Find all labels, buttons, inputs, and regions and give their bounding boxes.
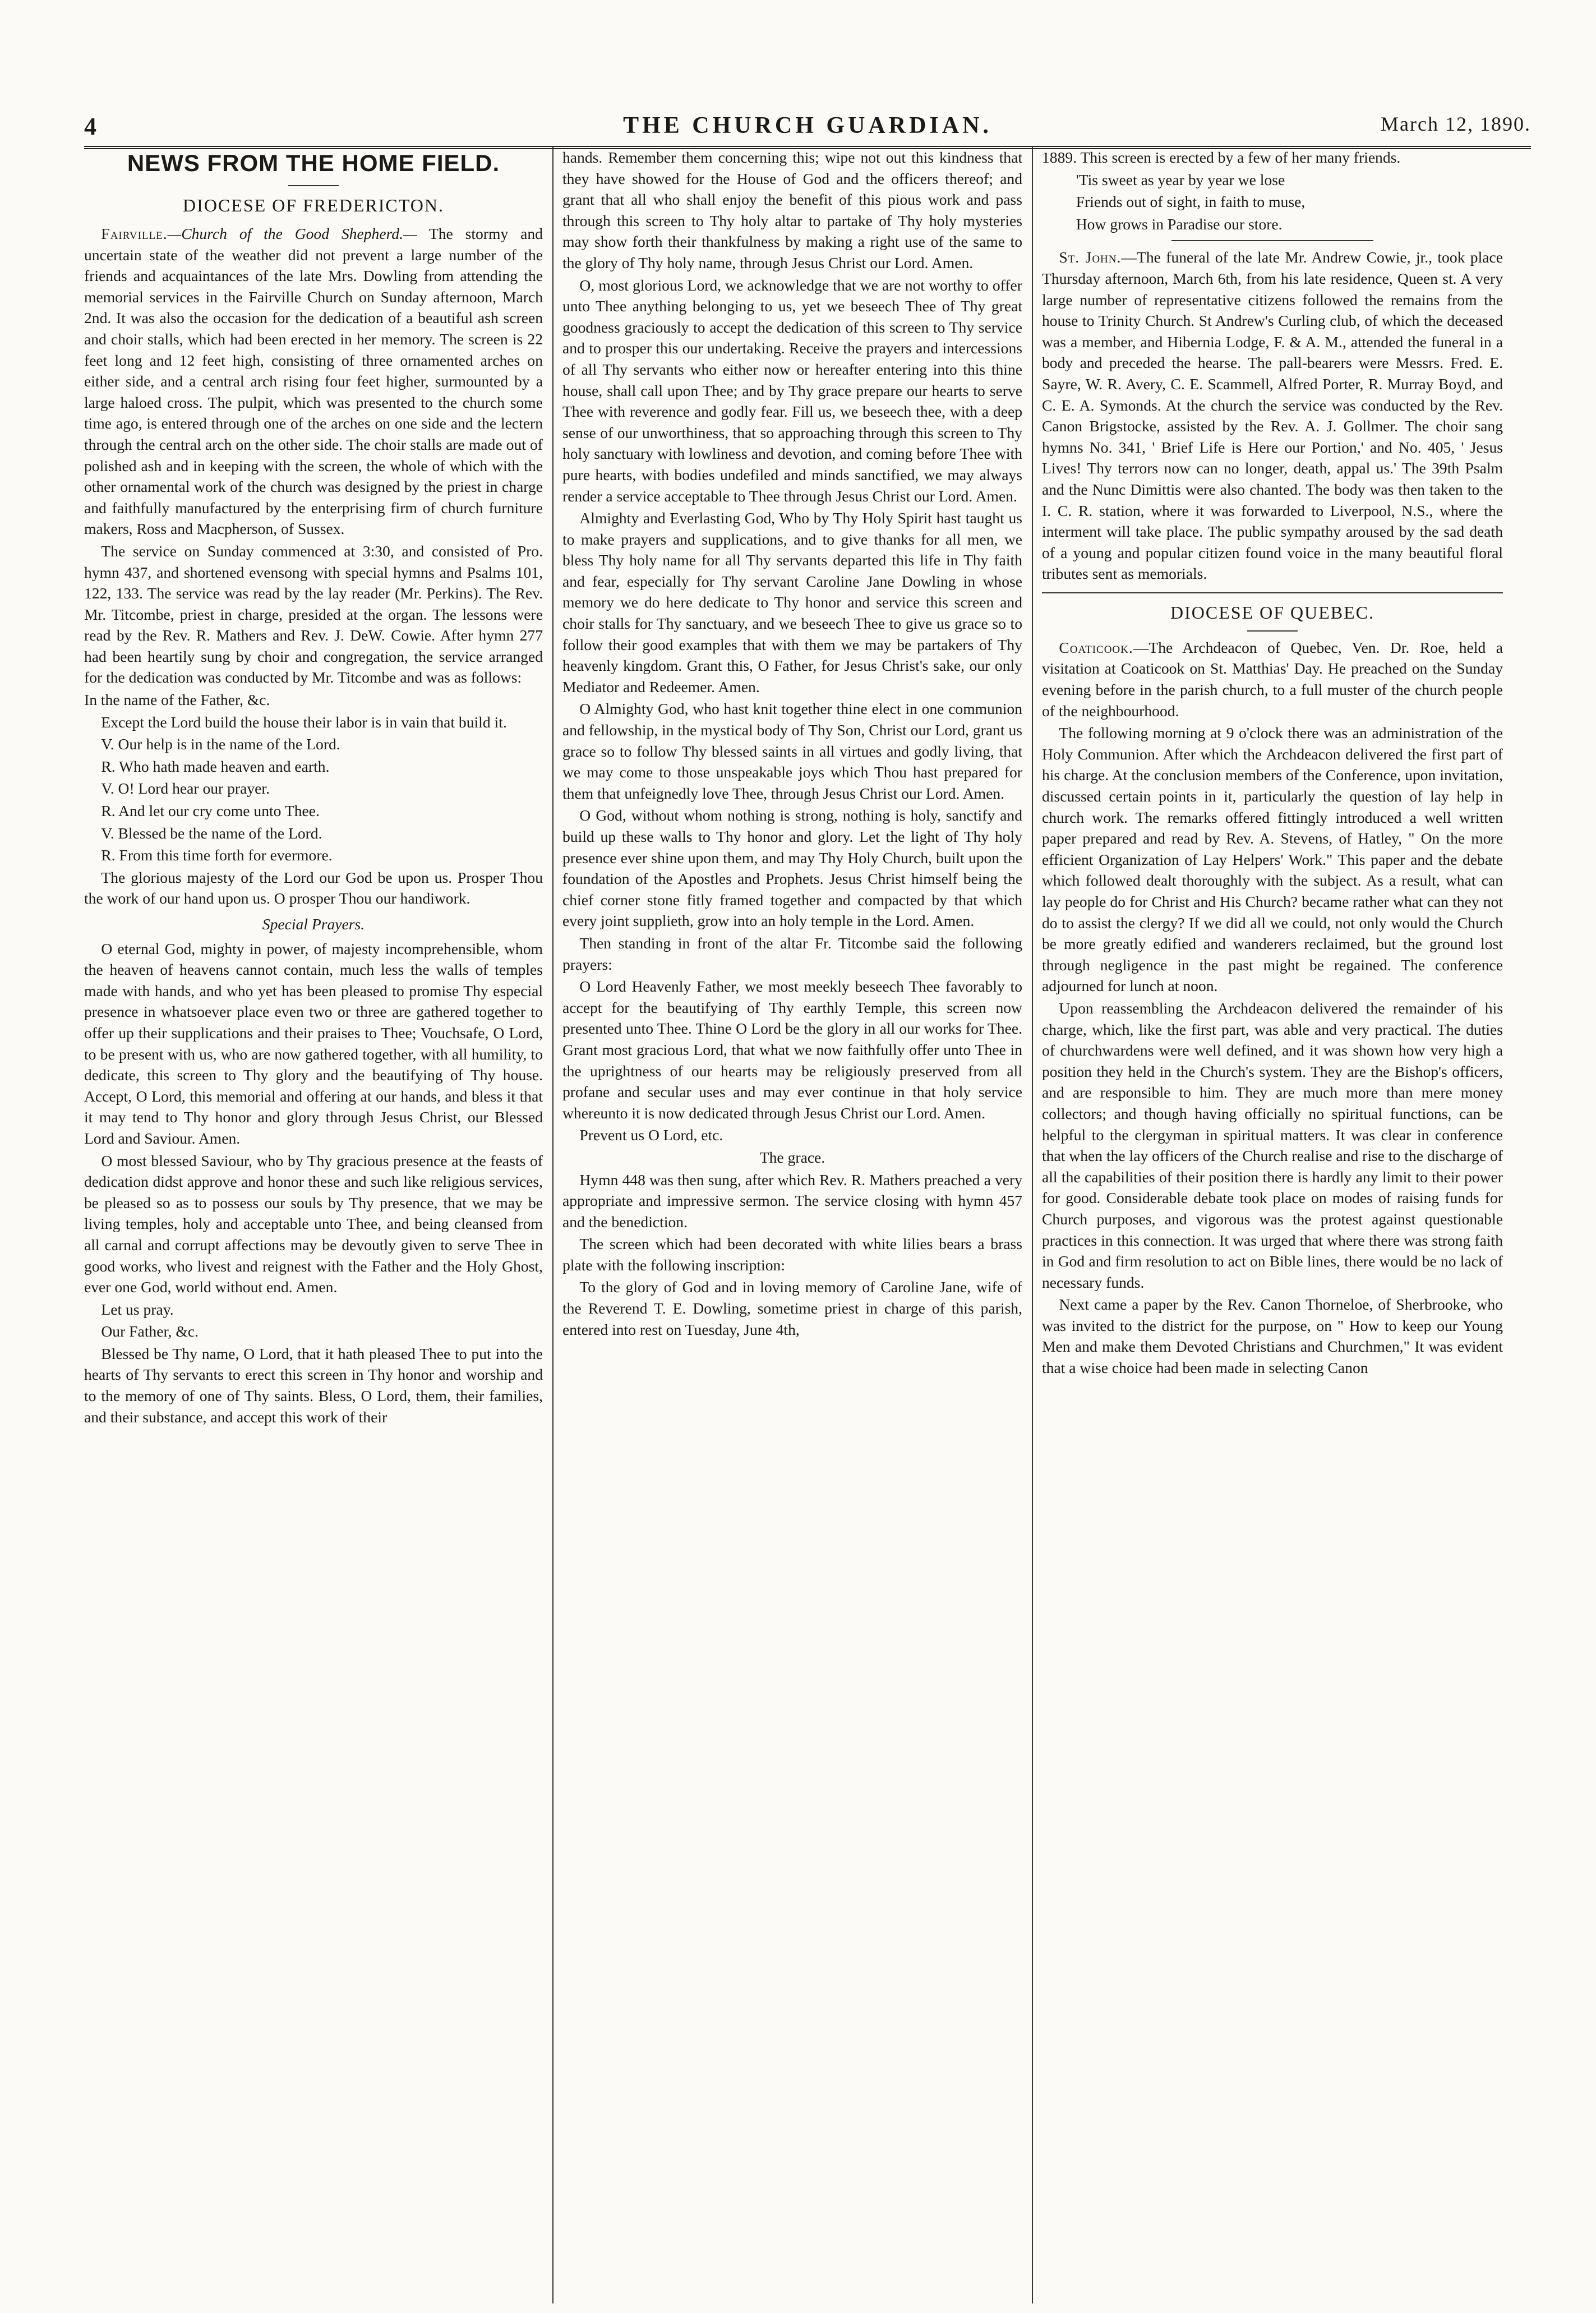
article-paragraph: Fairville.—Church of the Good Shepherd.— The stormy and uncertain state of the weather did not prevent a large number of the friends and acquaintances of the late Mrs. Dowling from attending the memorial services in the Fairville Church on Sunday afternoon, March 2nd. It was also the occasion for the dedication of a beautiful ash screen and choir stalls, which had been erected in her memory. The screen is 22 feet long and 12 feet high, consisting of three ornamented arches on either side, and a central arch rising four feet higher, surmounted by a large haloed cross. The pulpit, which was presented to the church some time ago, is entered through one of the arches on one side and the lectern through the central arch on the other side. The choir stalls are made out of polished ash and in keeping with the screen, the whole of which with the other ornamental work of the church was designed by the priest in charge and faithfully manufactured by the enterprising firm of church furniture makers, Ross and Macpherson, of Sussex.: [84, 225, 543, 538]
page-number: 4: [84, 113, 96, 140]
poem-line: Friends out of sight, in faith to muse,: [1076, 193, 1306, 211]
divider: [1042, 592, 1503, 593]
column-rule-1: [552, 147, 553, 2303]
versicle: V. O! Lord hear our prayer.: [101, 780, 270, 798]
masthead-title: THE CHURCH GUARDIAN.: [623, 113, 992, 139]
prayer-paragraph: O Almighty God, who hast knit together thine elect in one communion and fellowship, in the mystical body of Thy Son, Christ our Lord, grant us grace so to follow Thy blessed saints in all virtues and godly living, that we may come to those unspeakable joys which Thou hast prepared for them that unfeignedly love Thee, through Jesus Christ our Lord. Amen.: [562, 700, 1022, 802]
prayer-paragraph: O eternal God, mighty in power, of majesty incomprehensible, whom the heaven of heavens cannot contain, much less the walls of temples made with hands, and who yet has been pleased to promise Thy especial presence in whatsoever place even two or three are gathered together to offer up their supplications and their praises to Thee; Vouchsafe, O Lord, to be present with us, who are now gathered together, with all humility, to dedicate, this screen to Thy glory and the beautifying of Thy house. Accept, O Lord, this memorial and offering at our hands, and bless it that it may tend to Thy honor and glory through Jesus Christ, our Blessed Lord and Saviour. Amen.: [84, 939, 543, 1147]
versicle: V. Our help is in the name of the Lord.: [101, 735, 340, 753]
response: R. And let our cry come unto Thee.: [101, 802, 320, 820]
issue-date: March 12, 1890.: [1381, 113, 1531, 135]
liturgy-line: In the name of the Father, &c.: [84, 691, 270, 709]
article-paragraph: The service on Sunday commenced at 3:30, and consisted of Pro. hymn 437, and shortened evensong with special hymns and Psalms 101, 122, 133. The service was read by the lay reader (Mr. Perkins). The Rev. Mr. Titcombe, priest in charge, presided at the organ. The lessons were read by the Rev. R. Mathers and Rev. J. DeW. Cowie. After hymn 277 had been heartily sung by choir and congregation, the service arranged for the dedication was conducted by Mr. Titcombe and was as follows:: [84, 542, 543, 686]
article-paragraph: The following morning at 9 o'clock there was an administration of the Holy Communion. After which the Archdeacon delivered the first part of his charge. At the conclusion members of the Conference, upon invitation, discussed certain points in it, particularly the question of lay help in church work. The remarks offered fittingly introduced a well written paper prepared and read by Rev. A. Stevens, of Hatley, " On the more efficient Organization of Lay Helpers' Work." This paper and the debate which followed dealt thoroughly with the subject. As a result, what can lay people do for Christ and His Church? became rather what can they not do to assist the clergy? If we did all we could, not only would the Church be more greatly edified and wanderers reclaimed, but the ground lost through negligence in the past might be regained. The conference adjourned for lunch at noon.: [1042, 724, 1503, 995]
inscription-text: To the glory of God and in loving memory of Caroline Jane, wife of the Reverend T. E. Dowling, sometime priest in charge of this parish, entered into rest on Tuesday, June 4th,: [562, 1278, 1022, 1338]
column-2: [562, 147, 1022, 2303]
article-paragraph: The glorious majesty of the Lord our God be upon us. Prosper Thou the work of our hand upon us. O prosper Thou our handiwork.: [84, 868, 543, 907]
liturgy-line: Prevent us O Lord, etc.: [579, 1126, 723, 1144]
prayer-paragraph: Blessed be Thy name, O Lord, that it hath pleased Thee to put into the hearts of Thy servants to erect this screen in Thy honor and worship and to the memory of one of Thy saints. Bless, O Lord, them, their families, and their substance, and accept this work of their: [84, 1344, 543, 1426]
divider: [1171, 240, 1373, 241]
page-header: [84, 112, 1531, 149]
divider: [288, 185, 339, 186]
response: R. Who hath made heaven and earth.: [101, 757, 330, 775]
prayer-paragraph: O Lord Heavenly Father, we most meekly beseech Thee favorably to accept for the beautifying of Thy earthly Temple, this screen now presented unto Thee. Thine O Lord be the glory in all our works for Thee. Grant most gracious Lord, that what we now faithfully offer unto Thee in the uprightness of our hearts may be religiously preserved from all profane and secular uses and may ever continue in that holy service whereunto it is now dedicated through Jesus Christ our Lord. Amen.: [562, 978, 1022, 1122]
article-paragraph: Hymn 448 was then sung, after which Rev. R. Mathers preached a very appropriate and impressive sermon. The service closing with hymn 457 and the benediction.: [562, 1171, 1022, 1231]
column-3: [1042, 147, 1503, 2303]
article-paragraph: Coaticook.—The Archdeacon of Quebec, Ven. Dr. Roe, held a visitation at Coaticook on St. Matthias' Day. He preached on the Sunday evening before in the parish church, to a full muster of the church people of the neighbourhood.: [1042, 638, 1503, 720]
prayer-paragraph: O most blessed Saviour, who by Thy gracious presence at the feasts of dedication didst approve and honor these and such like religious services, be pleased so as to possess our souls by Thy presence, that we may be living temples, holy and acceptable unto Thee, and being cleansed from all carnal and corrupt affections may be devoutly given to serve Thee in good works, who livest and reignest with the Father and the Holy Ghost, ever one God, world without end. Amen.: [84, 1151, 543, 1296]
prayer-paragraph: Almighty and Everlasting God, Who by Thy Holy Spirit hast taught us to make prayers and supplications, and to give thanks for all men, we bless Thy holy name for all Thy servants departed this life in Thy faith and fear, especially for Thy servant Caroline Jane Dowling in whose memory we do here dedicate to Thy honor and service this screen and choir stalls for Thy sanctuary, and we beseech Thee to give us grace so to follow their good examples that with them we may be partakers of Thy heavenly kingdom. Grant this, O Father, for Jesus Christ's sake, our only Mediator and Redeemer. Amen.: [562, 509, 1022, 695]
column-1: [84, 147, 543, 2303]
prayer-paragraph: O, most glorious Lord, we acknowledge that we are not worthy to offer unto Thee anything belonging to us, yet we beseech Thee of Thy great goodness graciously to accept the dedication of this screen to Thy service and to prosper this our undertaking. Receive the prayers and intercessions of all Thy servants who either now or hereafter entering into this thine house, shall call upon Thee; and by Thy grace prepare our hearts to serve Thee with reverence and godly fear. Fill us, we beseech thee, with a deep sense of our unworthiness, that so approaching through this screen to Thy holy sanctuary with lowliness and devotion, and coming before Thee with pure hearts, with bodies undefiled and minds sanctified, we may always render a service acceptable to Thee through Jesus Christ our Lord. Amen.: [562, 276, 1022, 505]
liturgy-line: Let us pray.: [101, 1300, 174, 1318]
article-paragraph: Next came a paper by the Rev. Canon Thorneloe, of Sherbrooke, who was invited to the district for the purpose, on " How to keep our Young Men and make them Devoted Christians and Churchmen," It was evident that a wise choice had been made in selecting Canon: [1042, 1296, 1503, 1377]
diocese-heading-quebec: DIOCESE OF QUEBEC.: [1170, 602, 1374, 623]
inscription-text: 1889. This screen is erected by a few of her many friends.: [1042, 149, 1401, 166]
place-runin: St. John.: [1059, 248, 1122, 266]
article-paragraph: Upon reassembling the Archdeacon delivered the remainder of his charge, which, like the first part, was able and very practical. The duties of churchwardens were well defined, and it was shown how very high a position they held in the Church's system. They are the Bishop's officers, and are responsible to him. They are much more than mere money collectors; and though having officially no spiritual functions, can be helpful to the clergyman in spiritual matters. It was clear in conference that when the lay officers of the Church realise and rise to the discharge of all the capabilities of their position there is hardly any limit to their power for good. Considerable debate took place on modes of raising funds for Church purposes, and vigorous was the protest against questionable practices in this connection. It was urged that where there was strong faith in God and firm resolution to act on Bible lines, there would be no lack of necessary funds.: [1042, 999, 1503, 1291]
place-runin: Fairville.: [101, 225, 168, 242]
poem-line: How grows in Paradise our store.: [1076, 215, 1283, 233]
article-paragraph: Then standing in front of the altar Fr. Titcombe said the following prayers:: [562, 934, 1022, 973]
article-paragraph: St. John.—The funeral of the late Mr. Andrew Cowie, jr., took place Thursday afternoon, March 6th, from his late residence, Queen st. A very large number of representative citizens followed the remains from the house to Trinity Church. St Andrew's Curling club, of which the deceased was a member, and Hibernia Lodge, F. & A. M., attended the funeral in a body and preceded the hearse. The pall-bearers were Messrs. Fred. E. Sayre, W. R. Avery, C. E. Scammell, Alfred Porter, R. Murray Boyd, and C. E. A. Symonds. At the church the service was conducted by the Rev. Canon Brigstocke, assisted by the Rev. A. J. Gollmer. The choir sang hymns No. 341, ' Brief Life is Here our Portion,' and No. 405, ' Jesus Lives! Thy terrors now can no longer, death, appal us.' The 39th Psalm and the Nunc Dimittis were also chanted. The body was then taken to the I. C. R. station, where it was forwarded to Liverpool, N.S., where the interment will take place. The public sympathy aroused by the sad death of a young and popular citizen found voice in the many beautiful floral tributes sent as memorials.: [1042, 248, 1503, 583]
divider: [1247, 630, 1298, 632]
column-rule-2: [1032, 147, 1033, 2303]
liturgy-line: Except the Lord build the house their labor is in vain that build it.: [101, 713, 507, 731]
liturgy-line: Our Father, &c.: [101, 1323, 199, 1340]
response: R. From this time forth for evermore.: [101, 846, 333, 864]
place-runin: Coaticook.: [1059, 638, 1133, 656]
prayer-paragraph: hands. Remember them concerning this; wipe not out this kindness that they have showed for the House of God and the officers thereof; and grant that all who shall enjoy the benefit of this pious work and pass through this screen to Thy holy altar to partake of Thy holy mysteries may show forth their thankfulness by making a right use of the same to the glory of Thy holy name, through Jesus Christ our Lord. Amen.: [562, 149, 1022, 271]
subheading-special-prayers: Special Prayers.: [262, 915, 365, 933]
church-name: —Church of the Good Shepherd.—: [167, 225, 417, 242]
poem-line: 'Tis sweet as year by year we lose: [1076, 171, 1285, 188]
diocese-heading-fredericton: DIOCESE OF FREDERICTON.: [183, 195, 444, 215]
article-paragraph: The screen which had been decorated with white lilies bears a brass plate with the following inscription:: [562, 1235, 1022, 1274]
section-heading: NEWS FROM THE HOME FIELD.: [127, 150, 500, 176]
liturgy-line: The grace.: [759, 1148, 825, 1166]
versicle: V. Blessed be the name of the Lord.: [101, 824, 322, 842]
prayer-paragraph: O God, without whom nothing is strong, nothing is holy, sanctify and build up these walls to Thy honor and glory. Let the light of Thy holy presence ever shine upon them, and may Thy Holy Church, built upon the foundation of the Apostles and Prophets. Jesus Christ himself being the chief corner stone fitly framed together and compacted by that which every joint supplieth, grow into an holy temple in the Lord. Amen.: [562, 807, 1022, 930]
